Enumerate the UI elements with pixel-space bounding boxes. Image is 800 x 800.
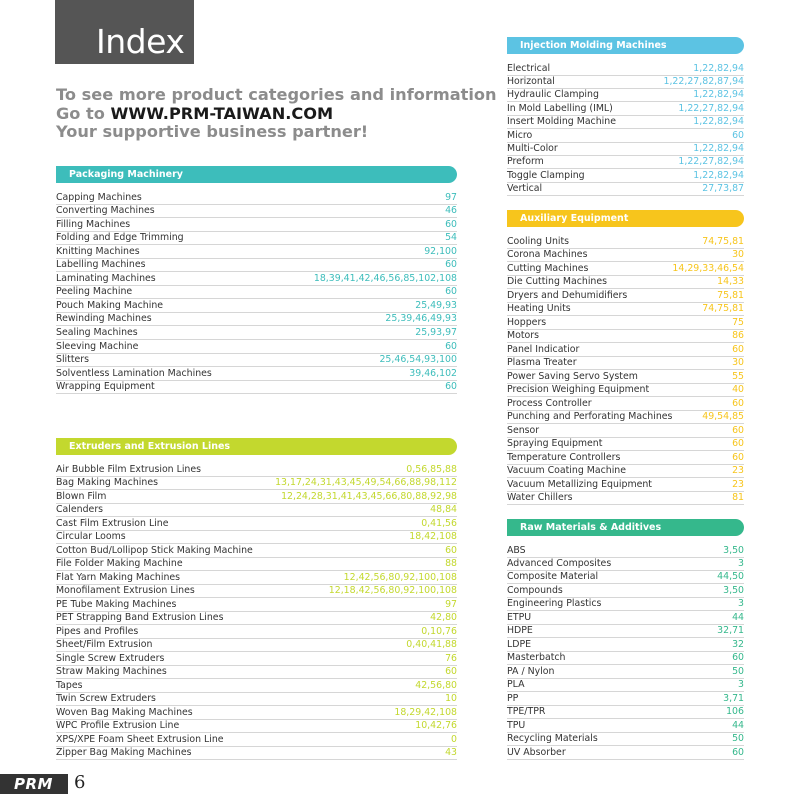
entry-label: Filling Machines	[56, 218, 131, 230]
entry-label: Sheet/Film Extrusion	[56, 639, 153, 650]
entry-page-numbers[interactable]: 60	[445, 259, 457, 271]
entry-page-numbers[interactable]: 97	[445, 191, 457, 203]
entry-label: Vacuum Metallizing Equipment	[507, 478, 652, 490]
entry-page-numbers[interactable]: 32,71	[717, 625, 744, 637]
entry-label: Blown Film	[56, 490, 107, 502]
index-entry	[507, 732, 744, 747]
entry-page-numbers[interactable]: 97	[445, 598, 457, 610]
entry-page-numbers[interactable]: 60	[445, 218, 457, 230]
entry-label: Solventless Lamination Machines	[56, 367, 212, 379]
entry-page-numbers[interactable]: 86	[732, 330, 744, 341]
entry-page-numbers[interactable]: 3	[738, 557, 744, 569]
entry-page-numbers[interactable]: 30	[732, 357, 744, 368]
entry-label: Plasma Treater	[507, 357, 577, 368]
index-entry	[56, 584, 457, 599]
index-entry	[56, 353, 457, 368]
index-entry	[507, 383, 744, 398]
entry-page-numbers[interactable]: 75,81	[717, 289, 744, 301]
section-header	[507, 519, 744, 536]
entry-page-numbers[interactable]: 106	[726, 706, 744, 718]
intro-go-to: Go to	[56, 103, 111, 123]
entry-page-numbers[interactable]: 3,50	[723, 584, 744, 596]
index-entry	[507, 248, 744, 263]
entry-page-numbers[interactable]: 50	[732, 665, 744, 677]
entry-label: Cutting Machines	[507, 262, 589, 274]
entry-page-numbers[interactable]: 60	[445, 340, 457, 352]
index-entry	[56, 217, 457, 232]
entry-page-numbers[interactable]: 1,22,27,82,94	[678, 102, 744, 114]
entry-label: Power Saving Servo System	[507, 370, 638, 382]
entry-page-numbers[interactable]: 92,100	[424, 245, 457, 257]
index-entry	[56, 597, 457, 612]
entry-label: Sleeving Machine	[56, 340, 139, 352]
entry-page-numbers[interactable]: 60	[732, 451, 744, 463]
index-entry	[507, 315, 744, 330]
entry-label: Rewinding Machines	[56, 313, 152, 325]
entry-label: Cotton Bud/Lollipop Stick Making Machine	[56, 544, 253, 556]
entry-label: Corona Machines	[507, 249, 588, 260]
index-entry	[507, 410, 744, 425]
entry-label: Labelling Machines	[56, 259, 146, 271]
entry-page-numbers[interactable]: 1,22,27,82,94	[678, 156, 744, 168]
entry-page-numbers[interactable]: 12,18,42,56,80,92,100,108	[328, 585, 457, 596]
entry-label: File Folder Making Machine	[56, 558, 183, 569]
index-entry	[507, 288, 744, 303]
index-entry	[507, 651, 744, 666]
entry-page-numbers[interactable]: 3,50	[723, 544, 744, 556]
index-entry	[56, 204, 457, 219]
index-entry	[56, 489, 457, 504]
index-entry	[507, 678, 744, 693]
entry-label: ETPU	[507, 611, 532, 623]
entry-label: Punching and Perforating Machines	[507, 411, 673, 422]
index-entry	[56, 732, 457, 747]
index-entry	[507, 396, 744, 411]
index-entry	[507, 718, 744, 733]
entry-page-numbers[interactable]: 74,75,81	[702, 235, 744, 247]
index-entry	[56, 746, 457, 761]
index-entry	[507, 74, 744, 89]
index-entry	[56, 312, 457, 327]
entry-label: PE Tube Making Machines	[56, 598, 177, 610]
index-entry	[56, 530, 457, 545]
entry-page-numbers[interactable]: 25,49,93	[415, 299, 457, 311]
entry-label: PLA	[507, 679, 525, 691]
index-entry	[56, 326, 457, 341]
index-entry	[507, 491, 744, 506]
index-entry	[56, 366, 457, 381]
entry-page-numbers[interactable]: 88	[445, 558, 457, 569]
index-entry	[56, 516, 457, 531]
section-title: Extruders and Extrusion Lines	[69, 441, 231, 452]
entry-label: Spraying Equipment	[507, 438, 603, 449]
entry-label: Slitters	[56, 354, 90, 366]
index-entry	[56, 271, 457, 286]
entry-page-numbers[interactable]: 48,84	[430, 504, 457, 515]
entry-label: Insert Molding Machine	[507, 116, 616, 128]
entry-label: Wrapping Equipment	[56, 381, 155, 393]
entry-label: Toggle Clamping	[507, 169, 585, 181]
entry-page-numbers[interactable]: 60	[732, 438, 744, 449]
index-entry	[507, 664, 744, 679]
index-entry	[507, 624, 744, 639]
entry-page-numbers[interactable]: 0	[451, 733, 457, 745]
entry-label: Masterbatch	[507, 652, 566, 664]
section-header	[507, 210, 744, 227]
entry-label: Multi-Color	[507, 142, 558, 154]
entry-label: Air Bubble Film Extrusion Lines	[56, 463, 202, 475]
entry-page-numbers[interactable]: 1,22,82,94	[693, 142, 744, 154]
entry-label: Flat Yarn Making Machines	[56, 571, 181, 583]
entry-label: Motors	[507, 330, 539, 341]
entry-page-numbers[interactable]: 12,42,56,80,92,100,108	[343, 571, 457, 583]
index-entry	[56, 339, 457, 354]
entry-label: Peeling Machine	[56, 286, 133, 298]
index-entry	[56, 258, 457, 273]
entry-label: Engineering Plastics	[507, 598, 602, 610]
entry-page-numbers[interactable]: 23	[732, 478, 744, 490]
website-link[interactable]: WWW.PRM-TAIWAN.COM	[110, 103, 334, 123]
entry-label: PP	[507, 692, 519, 704]
entry-page-numbers[interactable]: 10,42,76	[415, 720, 457, 731]
entry-page-numbers[interactable]: 43	[445, 747, 457, 758]
entry-page-numbers[interactable]: 60	[732, 397, 744, 409]
entry-page-numbers[interactable]: 12,24,28,31,41,43,45,66,80,88,92,98	[281, 490, 457, 502]
section-raw-materials-and-additives	[507, 519, 744, 758]
section-title: Auxiliary Equipment	[520, 213, 629, 224]
index-entry	[56, 476, 457, 491]
page-number: 6	[74, 772, 86, 793]
entry-label: Single Screw Extruders	[56, 652, 165, 664]
entry-page-numbers[interactable]: 25,39,46,49,93	[385, 313, 457, 325]
entry-label: Vertical	[507, 183, 543, 195]
entry-page-numbers[interactable]: 81	[732, 492, 744, 503]
entry-page-numbers[interactable]: 40	[732, 384, 744, 395]
index-entry	[507, 691, 744, 706]
entry-label: Pipes and Profiles	[56, 625, 139, 637]
entry-page-numbers[interactable]: 42,56,80	[415, 679, 457, 691]
entry-page-numbers[interactable]: 60	[732, 746, 744, 758]
index-entry	[56, 570, 457, 585]
section-title: Injection Molding Machines	[520, 40, 667, 51]
index-entry	[56, 705, 457, 720]
index-entry	[507, 423, 744, 438]
index-entry	[56, 692, 457, 707]
index-entry	[507, 88, 744, 103]
index-entry	[507, 437, 744, 452]
entry-page-numbers[interactable]: 14,29,33,46,54	[672, 262, 744, 274]
entry-page-numbers[interactable]: 18,39,41,42,46,56,85,102,108	[313, 272, 457, 284]
entry-page-numbers[interactable]: 0,56,85,88	[406, 463, 457, 475]
entry-label: Knitting Machines	[56, 245, 140, 257]
entry-page-numbers[interactable]: 27,73,87	[702, 183, 744, 195]
index-entry	[507, 610, 744, 625]
entry-label: Water Chillers	[507, 492, 573, 503]
entry-label: ABS	[507, 544, 526, 556]
section-injection-molding-machines	[507, 37, 744, 195]
entry-page-numbers[interactable]: 1,22,82,94	[693, 116, 744, 128]
prm-logo-text: PRM	[14, 775, 53, 793]
entry-label: Hoppers	[507, 316, 547, 328]
entry-page-numbers[interactable]: 1,22,82,94	[693, 62, 744, 74]
entry-label: Bag Making Machines	[56, 477, 158, 488]
index-entry	[507, 637, 744, 652]
entry-page-numbers[interactable]: 60	[732, 129, 744, 141]
entry-page-numbers[interactable]: 25,93,97	[415, 327, 457, 338]
index-entry	[507, 464, 744, 479]
entry-page-numbers[interactable]: 60	[445, 666, 457, 677]
entry-label: Compounds	[507, 584, 563, 596]
entry-label: Electrical	[507, 62, 551, 74]
entry-label: Composite Material	[507, 571, 599, 583]
entry-page-numbers[interactable]: 55	[732, 370, 744, 382]
section-header	[56, 166, 457, 183]
index-entry	[507, 745, 744, 760]
index-entry	[507, 570, 744, 585]
entry-page-numbers[interactable]: 60	[445, 381, 457, 393]
index-entry	[56, 503, 457, 518]
entry-page-numbers[interactable]: 0,10,76	[421, 625, 457, 637]
entry-label: Cooling Units	[507, 235, 570, 247]
entry-label: Calenders	[56, 504, 104, 515]
entry-label: PA / Nylon	[507, 665, 555, 677]
entry-page-numbers[interactable]: 75	[732, 316, 744, 328]
index-entry	[56, 462, 457, 477]
entry-page-numbers[interactable]: 3	[738, 598, 744, 610]
index-entry	[507, 275, 744, 290]
entry-label: Heating Units	[507, 303, 571, 314]
entry-label: Micro	[507, 129, 533, 141]
index-entry	[507, 477, 744, 492]
entry-page-numbers[interactable]: 54	[445, 232, 457, 244]
entry-page-numbers[interactable]: 49,54,85	[702, 411, 744, 422]
entry-page-numbers[interactable]: 1,22,82,94	[693, 89, 744, 101]
index-entry	[507, 356, 744, 371]
entry-label: Temperature Controllers	[507, 451, 621, 463]
index-entry	[56, 665, 457, 680]
entry-label: Converting Machines	[56, 205, 155, 217]
entry-page-numbers[interactable]: 0,40,41,88	[406, 639, 457, 650]
entry-label: Advanced Composites	[507, 557, 612, 569]
entry-label: LDPE	[507, 638, 532, 650]
entry-page-numbers[interactable]: 74,75,81	[702, 303, 744, 314]
entry-label: Zipper Bag Making Machines	[56, 747, 192, 758]
entry-page-numbers[interactable]: 18,29,42,108	[394, 706, 457, 718]
index-entry	[56, 557, 457, 572]
section-title: Packaging Machinery	[69, 169, 184, 180]
entry-label: Recycling Materials	[507, 733, 598, 745]
entry-label: Tapes	[56, 679, 83, 691]
entry-label: PET Strapping Band Extrusion Lines	[56, 612, 224, 623]
entry-label: Pouch Making Machine	[56, 299, 164, 311]
entry-label: Laminating Machines	[56, 272, 156, 284]
entry-label: Sealing Machines	[56, 327, 138, 338]
entry-page-numbers[interactable]: 23	[732, 465, 744, 476]
entry-label: Die Cutting Machines	[507, 276, 608, 287]
index-entry	[56, 190, 457, 205]
entry-page-numbers[interactable]: 14,33	[717, 276, 744, 287]
entry-page-numbers[interactable]: 0,41,56	[421, 517, 457, 529]
index-entry	[507, 234, 744, 249]
index-entry	[56, 719, 457, 734]
index-entry	[507, 141, 744, 156]
entry-page-numbers[interactable]: 46	[445, 205, 457, 217]
index-entry	[507, 168, 744, 183]
entry-label: Woven Bag Making Machines	[56, 706, 193, 718]
index-entry	[507, 182, 744, 197]
entry-page-numbers[interactable]: 10	[445, 693, 457, 704]
entry-page-numbers[interactable]: 60	[732, 343, 744, 355]
entry-page-numbers[interactable]: 50	[732, 733, 744, 745]
index-entry	[507, 543, 744, 558]
entry-page-numbers[interactable]: 3,71	[723, 692, 744, 704]
entry-page-numbers[interactable]: 60	[732, 652, 744, 664]
section-header	[507, 37, 744, 54]
index-entry	[56, 543, 457, 558]
entry-label: Vacuum Coating Machine	[507, 465, 627, 476]
index-entry	[507, 101, 744, 116]
entry-page-numbers[interactable]: 13,17,24,31,43,45,49,54,66,88,98,112	[275, 477, 457, 488]
index-entry	[56, 678, 457, 693]
entry-page-numbers[interactable]: 44	[732, 719, 744, 731]
intro-line-3: Your supportive business partner!	[56, 122, 369, 141]
entry-label: WPC Profile Extrusion Line	[56, 720, 180, 731]
entry-page-numbers[interactable]: 60	[732, 424, 744, 436]
intro-text	[56, 86, 497, 142]
entry-label: Circular Looms	[56, 531, 126, 542]
entry-page-numbers[interactable]: 60	[445, 544, 457, 556]
entry-page-numbers[interactable]: 3	[738, 679, 744, 691]
section-header	[56, 438, 457, 455]
intro-line-2	[56, 105, 497, 124]
entry-page-numbers[interactable]: 32	[732, 638, 744, 650]
section-extruders-and-extrusion-lines	[56, 438, 457, 758]
entry-label: Panel Indicatior	[507, 343, 580, 355]
entry-label: XPS/XPE Foam Sheet Extrusion Line	[56, 733, 224, 745]
section-auxiliary-equipment	[507, 210, 744, 503]
page-title: Index	[96, 22, 185, 61]
index-entry	[56, 638, 457, 653]
index-entry	[56, 244, 457, 259]
entry-label: In Mold Labelling (IML)	[507, 102, 613, 114]
entry-page-numbers[interactable]: 60	[445, 286, 457, 298]
entry-label: Precision Weighing Equipment	[507, 384, 650, 395]
entry-page-numbers[interactable]: 44,50	[717, 571, 744, 583]
index-entry	[56, 285, 457, 300]
index-entry	[507, 450, 744, 465]
index-entry	[507, 583, 744, 598]
index-entry	[507, 115, 744, 130]
entry-label: TPU	[507, 719, 526, 731]
entry-page-numbers[interactable]: 44	[732, 611, 744, 623]
entry-label: Process Controller	[507, 397, 592, 409]
entry-page-numbers[interactable]: 76	[445, 652, 457, 664]
section-title: Raw Materials & Additives	[520, 522, 662, 533]
section-packaging-machinery	[56, 166, 457, 393]
entry-label: Horizontal	[507, 75, 555, 87]
entry-page-numbers[interactable]: 1,22,27,82,87,94	[663, 75, 744, 87]
index-entry	[507, 705, 744, 720]
index-entry	[507, 302, 744, 317]
index-entry	[56, 231, 457, 246]
entry-page-numbers[interactable]: 42,80	[430, 612, 457, 623]
entry-label: Capping Machines	[56, 191, 142, 203]
entry-page-numbers[interactable]: 1,22,82,94	[693, 169, 744, 181]
entry-label: Straw Making Machines	[56, 666, 167, 677]
index-entry	[507, 61, 744, 76]
index-entry	[507, 329, 744, 344]
entry-label: Preform	[507, 156, 544, 168]
entry-label: UV Absorber	[507, 746, 566, 758]
entry-label: Sensor	[507, 424, 540, 436]
entry-label: Hydraulic Clamping	[507, 89, 599, 101]
entry-page-numbers[interactable]: 39,46,102	[409, 367, 457, 379]
index-entry	[56, 624, 457, 639]
entry-label: Cast Film Extrusion Line	[56, 517, 169, 529]
index-entry	[507, 155, 744, 170]
index-entry	[507, 342, 744, 357]
index-entry	[507, 128, 744, 143]
entry-label: HDPE	[507, 625, 533, 637]
entry-label: Dryers and Dehumidifiers	[507, 289, 628, 301]
entry-page-numbers[interactable]: 18,42,108	[409, 531, 457, 542]
entry-label: Monofilament Extrusion Lines	[56, 585, 195, 596]
entry-page-numbers[interactable]: 30	[732, 249, 744, 260]
index-entry	[507, 261, 744, 276]
entry-label: Folding and Edge Trimming	[56, 232, 184, 244]
entry-label: TPE/TPR	[507, 706, 546, 718]
index-entry	[56, 611, 457, 626]
prm-logo	[0, 774, 68, 794]
intro-line-1: To see more product categories and information	[56, 85, 497, 104]
index-entry	[56, 380, 457, 395]
entry-label: Twin Screw Extruders	[56, 693, 156, 704]
index-entry	[507, 369, 744, 384]
index-entry	[56, 298, 457, 313]
index-entry	[507, 556, 744, 571]
entry-page-numbers[interactable]: 25,46,54,93,100	[379, 354, 457, 366]
index-entry	[56, 651, 457, 666]
index-entry	[507, 597, 744, 612]
